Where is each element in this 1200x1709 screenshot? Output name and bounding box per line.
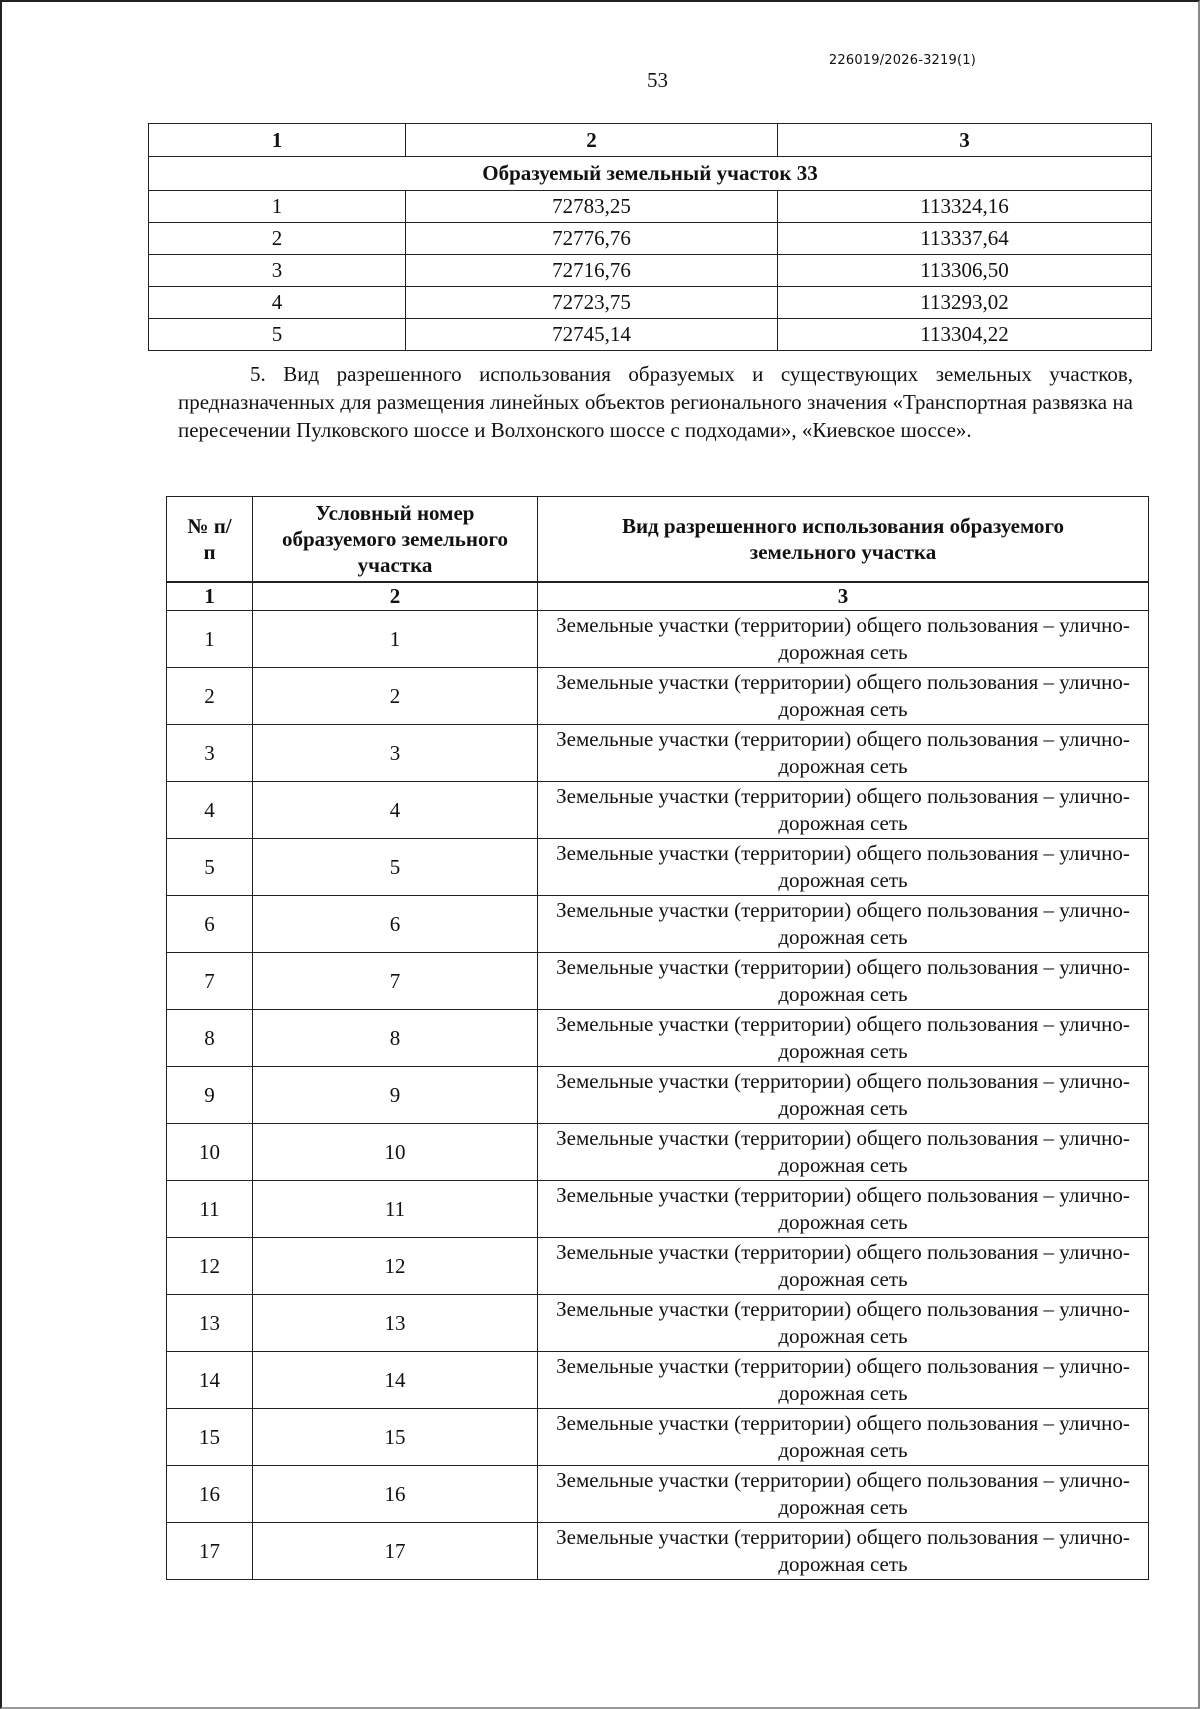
point-number: 3: [149, 255, 406, 287]
parcel-number: 8: [253, 1010, 538, 1067]
column-numbers-row: [167, 582, 1149, 611]
usage-description: Земельные участки (территории) общего пользования – улично-дорожная сеть: [538, 782, 1149, 839]
table-row: [149, 287, 1152, 319]
parcel-number: 11: [253, 1181, 538, 1238]
usage-description: Земельные участки (территории) общего пользования – улично-дорожная сеть: [538, 1466, 1149, 1523]
parcel-number: 16: [253, 1466, 538, 1523]
point-number: 2: [149, 223, 406, 255]
usage-description: Земельные участки (территории) общего пользования – улично-дорожная сеть: [538, 1409, 1149, 1466]
table-row: [167, 1409, 1149, 1466]
parcel-number: 12: [253, 1238, 538, 1295]
parcel-number: 17: [253, 1523, 538, 1580]
parcel-number: 9: [253, 1067, 538, 1124]
table-row: [167, 1523, 1149, 1580]
section-row: [149, 157, 1152, 191]
usage-description: Земельные участки (территории) общего пользования – улично-дорожная сеть: [538, 1352, 1149, 1409]
table-row: [167, 668, 1149, 725]
usage-description: Земельные участки (территории) общего пользования – улично-дорожная сеть: [538, 725, 1149, 782]
usage-description: Земельные участки (территории) общего пользования – улично-дорожная сеть: [538, 1010, 1149, 1067]
parcel-number: 14: [253, 1352, 538, 1409]
column-number: 3: [538, 582, 1149, 611]
parcel-number: 1: [253, 611, 538, 668]
y-coordinate: 113324,16: [778, 191, 1152, 223]
row-number: 1: [167, 611, 253, 668]
row-number: 4: [167, 782, 253, 839]
table-row: [149, 319, 1152, 351]
parcel-number: 15: [253, 1409, 538, 1466]
parcel-number: 4: [253, 782, 538, 839]
column-number: 1: [167, 582, 253, 611]
table-row: [149, 223, 1152, 255]
usage-description: Земельные участки (территории) общего пользования – улично-дорожная сеть: [538, 1238, 1149, 1295]
header-usage-type: Вид разрешенного использования образуемого земельного участка: [538, 497, 1149, 583]
table-row: [167, 1124, 1149, 1181]
point-number: 4: [149, 287, 406, 319]
usage-description: Земельные участки (территории) общего пользования – улично-дорожная сеть: [538, 1067, 1149, 1124]
usage-description: Земельные участки (территории) общего пользования – улично-дорожная сеть: [538, 1523, 1149, 1580]
coordinates-table: [148, 123, 1152, 351]
table-row: [167, 896, 1149, 953]
usage-header-row: [167, 497, 1149, 583]
row-number: 16: [167, 1466, 253, 1523]
usage-description: Земельные участки (территории) общего пользования – улично-дорожная сеть: [538, 839, 1149, 896]
x-coordinate: 72745,14: [406, 319, 778, 351]
header-number: № п/п: [167, 497, 253, 583]
table-row: [167, 611, 1149, 668]
row-number: 10: [167, 1124, 253, 1181]
row-number: 17: [167, 1523, 253, 1580]
point-number: 5: [149, 319, 406, 351]
x-coordinate: 72716,76: [406, 255, 778, 287]
parcel-number: 10: [253, 1124, 538, 1181]
row-number: 15: [167, 1409, 253, 1466]
paragraph-5: 5. Вид разрешенного использования образуемых и существующих земельных участков, предназначенных для размещения линейных объектов регионального значения «Транспортная развязка на пересечении Пулковского шоссе и Волхонского шоссе с подходами», «Киевское шоссе».: [178, 362, 1133, 442]
x-coordinate: 72723,75: [406, 287, 778, 319]
x-coordinate: 72783,25: [406, 191, 778, 223]
usage-table: [166, 496, 1149, 1580]
row-number: 12: [167, 1238, 253, 1295]
row-number: 2: [167, 668, 253, 725]
col-header: 2: [406, 124, 778, 157]
usage-description: Земельные участки (территории) общего пользования – улично-дорожная сеть: [538, 1295, 1149, 1352]
usage-description: Земельные участки (территории) общего пользования – улично-дорожная сеть: [538, 896, 1149, 953]
table-row: [149, 191, 1152, 223]
table-row: [167, 782, 1149, 839]
y-coordinate: 113293,02: [778, 287, 1152, 319]
row-number: 3: [167, 725, 253, 782]
usage-description: Земельные участки (территории) общего пользования – улично-дорожная сеть: [538, 953, 1149, 1010]
table-row: [167, 1238, 1149, 1295]
y-coordinate: 113337,64: [778, 223, 1152, 255]
row-number: 14: [167, 1352, 253, 1409]
y-coordinate: 113304,22: [778, 319, 1152, 351]
table-row: [167, 953, 1149, 1010]
table-row: [167, 1466, 1149, 1523]
x-coordinate: 72776,76: [406, 223, 778, 255]
page-number: 53: [647, 68, 668, 92]
table-row: [167, 1295, 1149, 1352]
usage-description: Земельные участки (территории) общего пользования – улично-дорожная сеть: [538, 668, 1149, 725]
row-number: 11: [167, 1181, 253, 1238]
table-row: [167, 1010, 1149, 1067]
section-title: Образуемый земельный участок 33: [149, 157, 1152, 191]
parcel-number: 7: [253, 953, 538, 1010]
col-header: 1: [149, 124, 406, 157]
table-row: [167, 1181, 1149, 1238]
row-number: 7: [167, 953, 253, 1010]
col-header: 3: [778, 124, 1152, 157]
y-coordinate: 113306,50: [778, 255, 1152, 287]
usage-description: Земельные участки (территории) общего пользования – улично-дорожная сеть: [538, 1181, 1149, 1238]
parcel-number: 13: [253, 1295, 538, 1352]
table-row: [167, 1352, 1149, 1409]
parcel-number: 2: [253, 668, 538, 725]
parcel-number: 6: [253, 896, 538, 953]
usage-description: Земельные участки (территории) общего пользования – улично-дорожная сеть: [538, 611, 1149, 668]
usage-description: Земельные участки (территории) общего пользования – улично-дорожная сеть: [538, 1124, 1149, 1181]
column-number: 2: [253, 582, 538, 611]
row-number: 13: [167, 1295, 253, 1352]
header-parcel-number: Условный номер образуемого земельного участка: [253, 497, 538, 583]
table-row: [167, 839, 1149, 896]
row-number: 8: [167, 1010, 253, 1067]
table-row: [167, 725, 1149, 782]
point-number: 1: [149, 191, 406, 223]
row-number: 9: [167, 1067, 253, 1124]
row-number: 5: [167, 839, 253, 896]
table-row: [167, 1067, 1149, 1124]
table-row: [149, 255, 1152, 287]
document-id: 226019/2026-3219(1): [828, 53, 976, 68]
row-number: 6: [167, 896, 253, 953]
coordinates-header-row: [149, 124, 1152, 157]
parcel-number: 5: [253, 839, 538, 896]
parcel-number: 3: [253, 725, 538, 782]
